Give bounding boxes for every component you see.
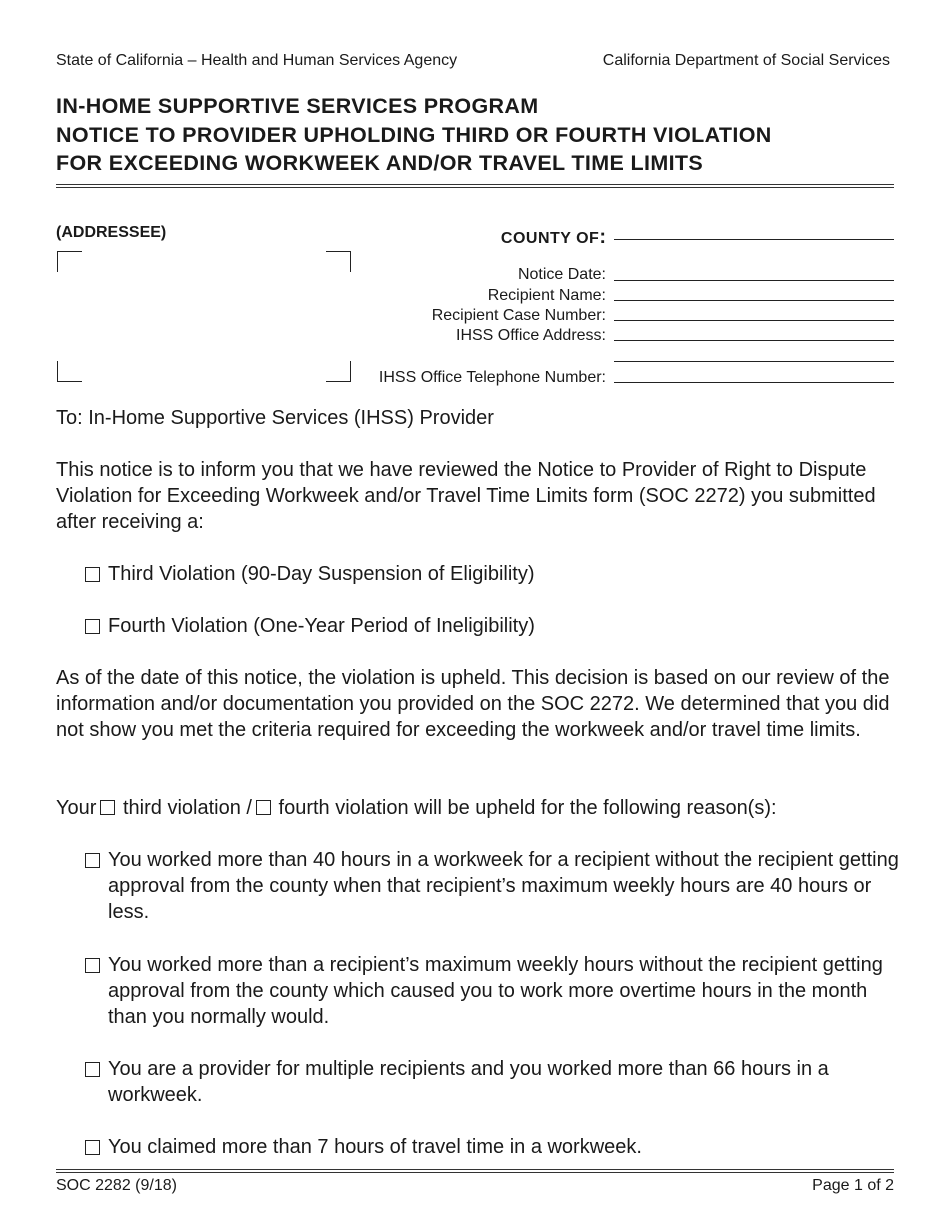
intro-paragraph: This notice is to inform you that we have reviewed the Notice to Provider of Right to Dispute Violation for Exceeding Workweek and/or Travel Time Limits form (SOC 2272) you submitted after receiving a:: [56, 459, 876, 533]
notice-date-field[interactable]: [614, 280, 894, 281]
county-of-field[interactable]: [614, 239, 894, 240]
reason-intro: Your third violation / fourth violation will be upheld for the following reason(s):: [56, 797, 777, 819]
recipient-case-number-field[interactable]: [614, 320, 894, 321]
office-phone-label: IHSS Office Telephone Number:: [378, 369, 606, 386]
notice-date-label: Notice Date:: [517, 266, 606, 283]
address-window-corner-tr: [326, 251, 351, 272]
reason-item: You worked more than a recipient’s maximum weekly hours without the recipient getting approval from the county which caused you to work more overtime hours in the month than you normally would.: [85, 952, 900, 1030]
county-of-label: COUNTY OF:: [500, 226, 606, 248]
address-window-corner-bl: [57, 361, 82, 382]
addressee-label: (ADDRESSEE): [56, 224, 167, 241]
office-address-field-line-2[interactable]: [614, 361, 894, 362]
recipient-case-number-label: Recipient Case Number:: [431, 307, 606, 324]
fourth-violation-upheld-checkbox[interactable]: [256, 800, 271, 815]
third-violation-upheld-checkbox[interactable]: [100, 800, 115, 815]
title-line-1: IN-HOME SUPPORTIVE SERVICES PROGRAM: [56, 94, 539, 118]
title-line-3: FOR EXCEEDING WORKWEEK AND/OR TRAVEL TIME LIMITS: [56, 151, 704, 175]
office-address-label: IHSS Office Address:: [456, 327, 606, 344]
reason-item: You claimed more than 7 hours of travel time in a workweek.: [85, 1134, 900, 1160]
violation-option-fourth: Fourth Violation (One-Year Period of Ineligibility): [85, 613, 900, 639]
recipient-name-label: Recipient Name:: [487, 287, 606, 304]
reason-4-checkbox[interactable]: [85, 1140, 100, 1155]
office-address-field-line-1[interactable]: [614, 340, 894, 341]
title-line-2: NOTICE TO PROVIDER UPHOLDING THIRD OR FOURTH VIOLATION: [56, 122, 772, 147]
agency-header: State of California – Health and Human Services Agency: [56, 52, 458, 69]
reason-item: You worked more than 40 hours in a workweek for a recipient without the recipient getting approval from the county when that recipient’s maximum weekly hours are 40 hours or less.: [85, 847, 900, 925]
form-title: [56, 92, 772, 178]
address-window-corner-tl: [57, 251, 82, 272]
violation-option-third: Third Violation (90-Day Suspension of Eligibility): [85, 561, 900, 587]
reason-item: You are a provider for multiple recipients and you worked more than 66 hours in a workweek.: [85, 1056, 900, 1108]
form-number: SOC 2282 (9/18): [56, 1177, 177, 1194]
third-violation-checkbox[interactable]: [85, 567, 100, 582]
decision-paragraph: As of the date of this notice, the violation is upheld. This decision is based on our review of the information and/or documentation you provided on the SOC 2272. We determined that you did not show you met the criteria required for exceeding the workweek and/or travel time limits.: [56, 667, 890, 741]
recipient-name-field[interactable]: [614, 300, 894, 301]
to-line: To: In-Home Supportive Services (IHSS) Provider: [56, 407, 494, 429]
reason-1-checkbox[interactable]: [85, 853, 100, 868]
address-window-corner-br: [326, 361, 351, 382]
footer-divider: [56, 1169, 894, 1173]
office-phone-field[interactable]: [614, 382, 894, 383]
page-number: Page 1 of 2: [812, 1177, 894, 1194]
reason-2-checkbox[interactable]: [85, 958, 100, 973]
reason-3-checkbox[interactable]: [85, 1062, 100, 1077]
fourth-violation-checkbox[interactable]: [85, 619, 100, 634]
department-header: California Department of Social Services: [602, 52, 890, 69]
title-divider: [56, 184, 894, 188]
